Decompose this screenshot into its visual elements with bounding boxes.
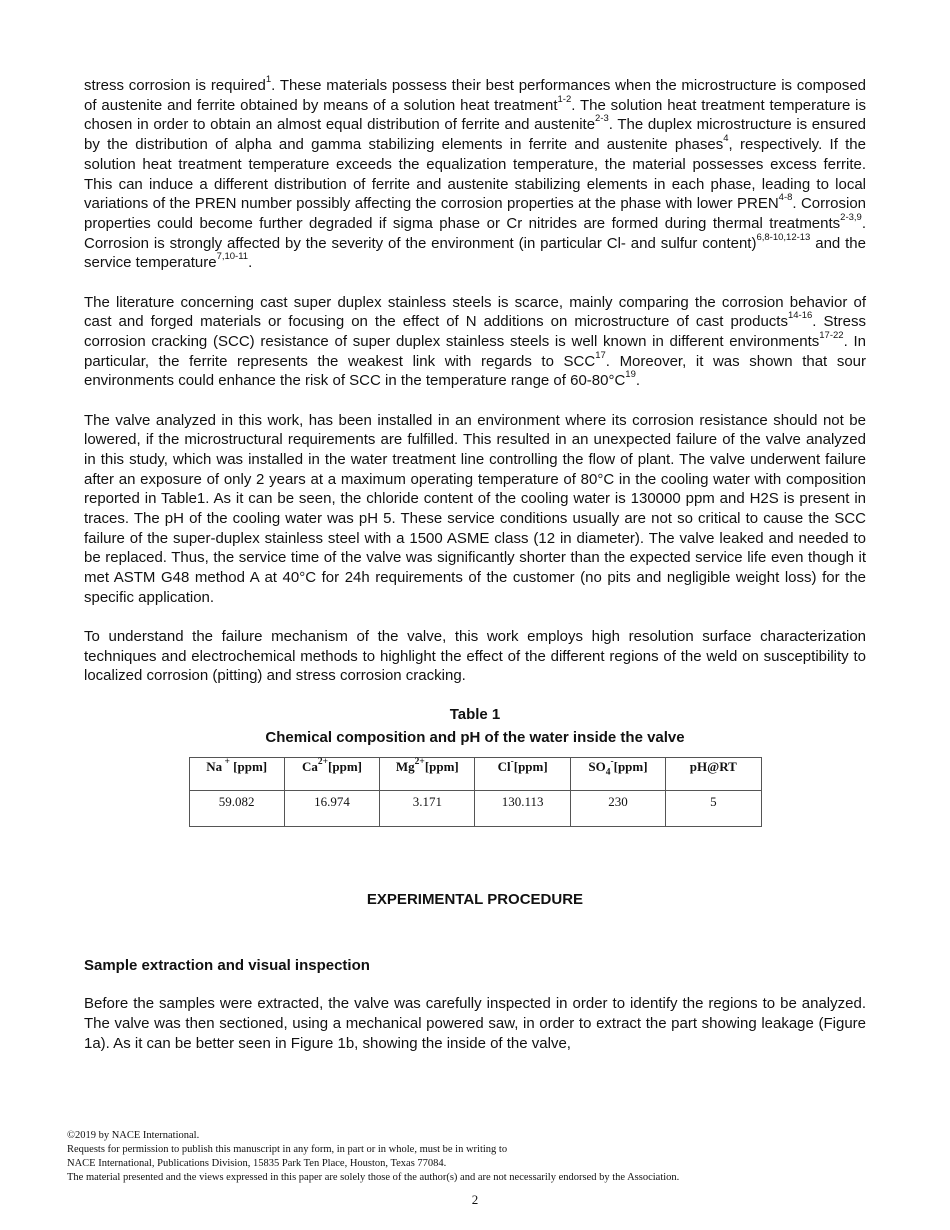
text-run: . <box>635 372 641 390</box>
paragraph-5: Before the samples were extracted, the valve was carefully inspected in order to identify the regions to be analyzed. The valve was then sectioned, using a mechanical powered saw, in order to extract the part showing leakage (Figure 1a). As it can be better seen in Figure 1b, showing the inside of the valve, <box>84 995 866 1052</box>
text-run: , respectively. If the solution heat treatment temperature exceeds the equalization temperature, the material possesses excess ferrite. This can induce a different distribution of ferrite and austenite stabilizing elements in each phase, leading to local variations of the PREN number possibly affecting the corrosion properties at the phase with lower PREN <box>84 136 866 213</box>
text-run: The literature concerning cast super duplex stainless steels is scarce, mainly comparing the corrosion behavior of cast and forged materials or focusing on the effect of N additions on microstructure of cast products <box>84 293 866 331</box>
reference-superscript: 4-8 <box>778 192 793 204</box>
text-run: . These materials possess their best performances when the microstructure is composed of austenite and ferrite obtained by means of a solution heat treatment <box>84 77 866 114</box>
footer-line: Requests for permission to publish this manuscript in any form, in part or in whole, must be in writing to <box>67 1144 508 1155</box>
paragraph-3: The valve analyzed in this work, has been installed in an environment where its corrosion resistance should not be lowered, if the microstructural requirements are fulfilled. This resulted in an unexpected failure of the valve analyzed in this study, which was installed in the water treatment line controlling the flow of plant. The valve underwent failure after an exposure of only 2 years at a maximum operating temperature of 80°C in the cooling water with composition reported in Table1. As it can be seen, the chloride content of the cooling water is 130000 ppm and H2S is present in traces. The pH of the cooling water was pH 5. These service conditions usually are not so critical to cause the SCC failure of the super-duplex stainless steel with a 1500 ASME class (12 in diameter). The valve leaked and needed to be replaced. Thus, the service time of the valve was significantly shorter than the expected service life even though it met ASTM G48 method A at 40°C for 24h requirements of the customer (no pits and negligible weight loss) for the specific application. <box>84 411 866 606</box>
text-run: . The solution heat treatment temperature is chosen in order to obtain an almost equal distribution of ferrite and austenite <box>84 96 866 134</box>
paragraph-1 <box>84 76 866 273</box>
table-cell: 16.974 <box>284 791 379 827</box>
table-cell: 230 <box>570 791 665 827</box>
table-header-cell: $SO_4^-[ppm]$ <box>570 758 665 791</box>
copyright-footer <box>67 1129 897 1185</box>
reference-superscript: 17-22 <box>819 329 844 341</box>
table-cell: 130.113 <box>475 791 570 827</box>
section-heading: EXPERIMENTAL PROCEDURE <box>366 891 584 909</box>
table-cell: 5 <box>666 791 761 827</box>
reference-superscript: 14-16 <box>787 310 813 322</box>
table-row <box>189 791 761 827</box>
water-composition-table <box>189 757 762 827</box>
reference-superscript: 2-3,9 <box>840 211 862 223</box>
table-header-cell: pH@RT <box>666 758 761 791</box>
table-header-cell: Na + [ppm] <box>189 758 284 791</box>
paragraph-2 <box>84 293 866 392</box>
reference-superscript: 19 <box>625 369 636 381</box>
text-run: stress corrosion is required <box>84 77 266 94</box>
table-cell: 59.082 <box>189 791 284 827</box>
table-header-cell: Cl-[ppm] <box>475 758 570 791</box>
reference-superscript: 2-3 <box>595 113 609 125</box>
text-run: . In particular, the ferrite represents the weakest link with regards to SCC <box>84 332 866 370</box>
paragraph-4: To understand the failure mechanism of the valve, this work employs high resolution surface characterization techniques and electrochemical methods to highlight the effect of the different regions of the weld on susceptibility to localized corrosion (pitting) and stress corrosion cracking. <box>84 628 866 685</box>
reference-superscript: 4 <box>723 133 729 145</box>
reference-superscript: 1 <box>265 74 272 85</box>
footer-line: ©2019 by NACE International. <box>67 1130 200 1141</box>
table-header-cell: $Ca^{2+}[ppm]$ <box>284 758 379 791</box>
table-cell: 3.171 <box>380 791 475 827</box>
text-run: . Corrosion properties could become further degraded if sigma phase or Cr nitrides are formed during thermal treatments <box>84 195 866 232</box>
page-number: 2 <box>471 1192 479 1207</box>
text-run: . Stress corrosion cracking (SCC) resistance of super duplex stainless steels is well known in different environments <box>84 313 866 350</box>
text-run: . The duplex microstructure is ensured by the distribution of alpha and gamma stabilizing elements in ferrite and austenite phases <box>84 116 867 154</box>
reference-superscript: 6,8-10,12-13 <box>756 231 811 243</box>
reference-superscript: 1-2 <box>557 93 572 105</box>
footer-line: The material presented and the views expressed in this paper are solely those of the author(s) and are not necessarily endorsed by the Association. <box>67 1172 680 1183</box>
text-run: . Corrosion is strongly affected by the severity of the environment (in particular Cl- and sulfur content) <box>84 214 866 252</box>
table-caption: Chemical composition and pH of the water inside the valve <box>265 729 685 747</box>
reference-superscript: 17 <box>595 349 606 361</box>
text-run: . Moreover, it was shown that sour environments could enhance the risk of SCC in the temperature range of 60-80°C <box>84 352 866 390</box>
page-body <box>84 76 866 1053</box>
text-run: and the service temperature <box>84 234 866 272</box>
table-header-row <box>189 758 761 791</box>
reference-superscript: 7,10-11 <box>216 251 249 263</box>
footer-line: NACE International, Publications Division, 15835 Park Ten Place, Houston, Texas 77084. <box>67 1158 447 1169</box>
table-label: Table 1 <box>449 706 501 724</box>
table-header-cell: $Mg^{2+}[ppm]$ <box>380 758 475 791</box>
subsection-heading: Sample extraction and visual inspection <box>84 957 370 975</box>
text-run: . <box>248 254 253 272</box>
